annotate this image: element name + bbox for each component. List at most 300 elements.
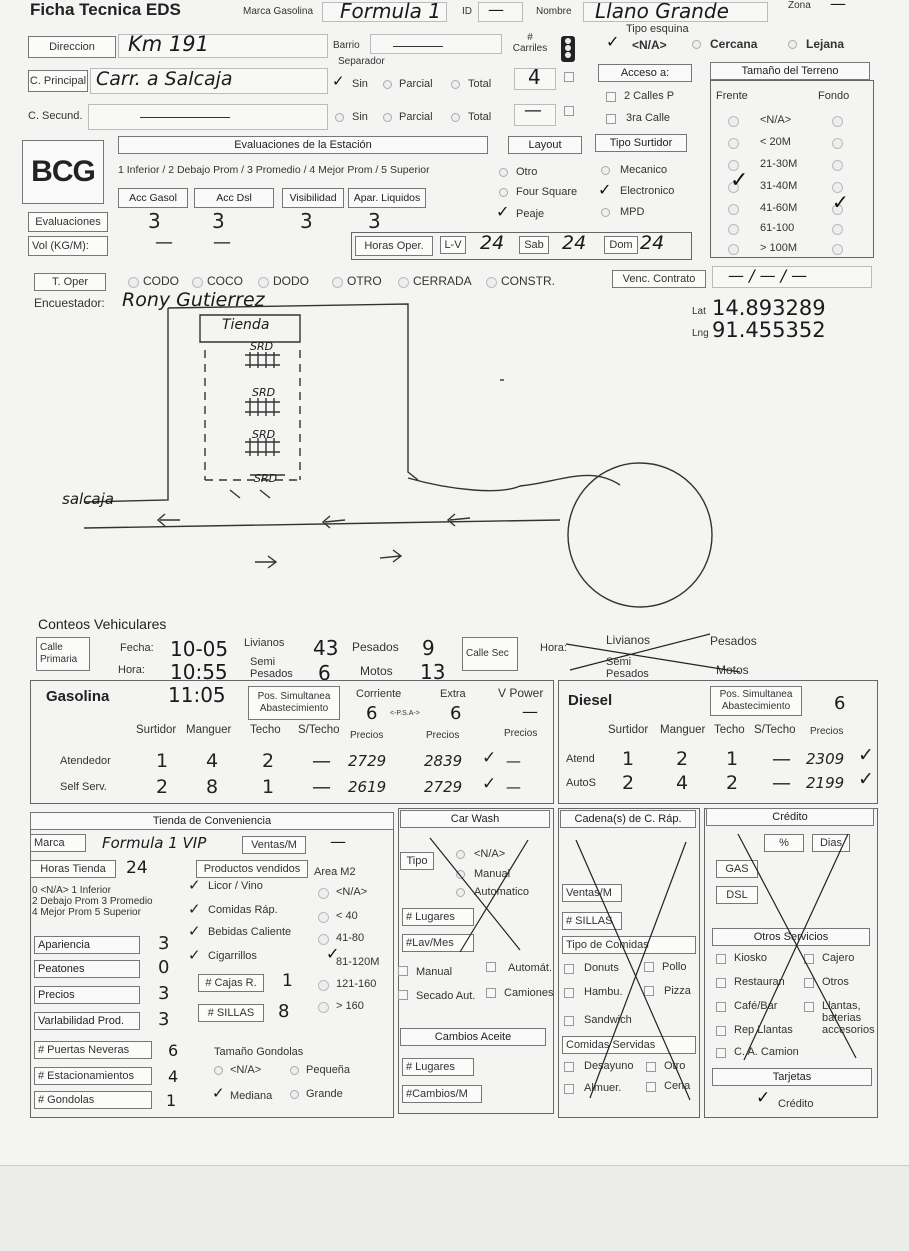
gas-row-0-val-2: 2 <box>262 750 275 772</box>
zona-label: Zona <box>788 0 811 11</box>
credito-gas-label: GAS <box>716 860 758 878</box>
barrio-label: Barrio <box>333 40 360 51</box>
carwash-tipo-label: Tipo <box>400 852 434 870</box>
tienda-sillas-value: 8 <box>278 1001 290 1022</box>
terreno-fondo-radio-5[interactable] <box>832 224 843 235</box>
tipo-surtidor-header: Tipo Surtidor <box>595 134 687 152</box>
tienda-eval-label-2: Precios <box>34 986 140 1004</box>
layout-peaje-check: ✓ <box>496 202 510 221</box>
vol-value-1: — <box>155 232 173 253</box>
layout-peaje-label: Peaje <box>516 208 545 220</box>
producto-check-2: ✓ <box>188 923 201 940</box>
gas-row-1-precio-2: — <box>506 778 521 796</box>
area-radio-0[interactable] <box>318 888 329 899</box>
diesel-row-1-check: ✓ <box>858 769 874 790</box>
gas-row-0-precio-1: 2839 <box>424 752 463 770</box>
t-oper-label: T. Oper <box>34 273 106 291</box>
gas-row-0-val-3: — <box>312 750 331 772</box>
tienda-eval-label-1: Peatones <box>34 960 140 978</box>
motos-value: 13 <box>420 660 446 684</box>
diesel-title: Diesel <box>568 692 613 709</box>
sec-livianos-label: Livianos <box>606 633 651 647</box>
tam-grande-label: Grande <box>306 1088 343 1100</box>
semi-value: 6 <box>318 661 331 685</box>
carwash-automat-check[interactable] <box>486 962 496 972</box>
diesel-pos-value: 6 <box>834 693 846 714</box>
terreno-option-label-3: 31-40M <box>760 180 798 192</box>
horas-dom-value: 24 <box>640 232 665 254</box>
t-oper-radio-2[interactable] <box>258 277 269 288</box>
gas-precios-label-3: Precios <box>504 728 538 739</box>
cadena-tipo-label: Tipo de Comidas <box>562 936 696 954</box>
tienda-scale-b: 2 Debajo Prom 3 Promedio <box>32 896 153 907</box>
id-label: ID <box>462 6 472 17</box>
area-label-2: 41-80 <box>336 932 365 944</box>
sketch-srd-2: SRD <box>252 386 276 399</box>
horas-sab-label: Sab <box>519 236 549 254</box>
evaluaciones-row-label: Evaluaciones <box>28 212 108 232</box>
terreno-frente-radio-1[interactable] <box>728 138 739 149</box>
carwash-lugares-label: # Lugares <box>402 908 474 926</box>
tienda-ventas-value: — <box>330 832 346 851</box>
vol-label: Vol (KG/M): <box>28 236 108 256</box>
horas-sab-value: 24 <box>562 232 587 254</box>
area-label-4: 121-160 <box>336 978 377 990</box>
diesel-row-0-val-0: 1 <box>622 748 635 770</box>
carwash-na-label: <N/A> <box>474 848 506 860</box>
area-m2-label: Area M2 <box>314 866 356 878</box>
terreno-option-label-1: < 20M <box>760 136 791 148</box>
horas-lv-label: L-V <box>440 236 466 254</box>
diesel-row-label-0: Atend <box>566 753 595 765</box>
gas-col-2: Techo <box>250 724 281 736</box>
tienda-horas-value: 24 <box>126 858 148 878</box>
surtidor-mecanico-radio[interactable] <box>601 166 610 175</box>
fecha-label: Fecha: <box>120 642 154 654</box>
diesel-row-1-val-3: — <box>772 772 791 794</box>
extra-label: Extra <box>440 688 466 700</box>
tienda-eval-label-3: Varlabilidad Prod. <box>34 1012 140 1030</box>
t-oper-radio-0[interactable] <box>128 277 139 288</box>
separador-parcial-radio[interactable] <box>383 80 392 89</box>
tam-grande-radio[interactable] <box>290 1090 299 1099</box>
diesel-row-1-val-0: 2 <box>622 772 635 794</box>
carwash-cross <box>400 830 550 960</box>
livianos-value: 43 <box>313 636 339 660</box>
carwash-secado-check[interactable] <box>398 990 408 1000</box>
surtidor-electronico-check: ✓ <box>598 180 612 199</box>
diesel-row-1-precio: 2199 <box>806 774 845 792</box>
pesados-value: 9 <box>422 636 435 660</box>
cadena-pollo-label: Pollo <box>662 961 687 973</box>
terreno-fondo-radio-2[interactable] <box>832 160 843 171</box>
lng-label: Lng <box>692 328 709 339</box>
motos-label: Motos <box>360 664 393 678</box>
carriles-label: # Carriles <box>512 32 548 54</box>
lat-value: 14.893289 <box>712 296 826 320</box>
cambios-lugares-label: # Lugares <box>402 1058 474 1076</box>
area-label-0: <N/A> <box>336 886 368 898</box>
t-oper-radio-5[interactable] <box>486 277 497 288</box>
terreno-frente-radio-4[interactable] <box>728 204 739 215</box>
sketch-salcaja-label: salcaja <box>62 490 114 508</box>
area-radio-4[interactable] <box>318 980 329 991</box>
t-oper-label-0: CODO <box>143 274 179 288</box>
acceso-3ra-calle-check[interactable] <box>606 114 616 124</box>
terreno-option-label-5: 61-100 <box>760 222 795 234</box>
area-radio-5[interactable] <box>318 1002 329 1013</box>
estac-value: 4 <box>168 1067 179 1086</box>
eval-value-3: 3 <box>368 209 381 233</box>
diesel-col-3: S/Techo <box>754 724 796 736</box>
tienda-ventas-label: Ventas/M <box>242 836 306 854</box>
page-bottom-edge <box>0 1165 909 1251</box>
eval-value-0: 3 <box>148 209 161 233</box>
producto-label-1: Comidas Ráp. <box>208 904 278 916</box>
csec-parcial-radio[interactable] <box>383 113 392 122</box>
nombre-value: Llano Grande <box>595 0 729 23</box>
separador-total-label: Total <box>468 78 492 90</box>
c-secund-label: C. Secund. <box>28 110 83 122</box>
vpower-label: V Power <box>498 686 544 700</box>
corriente-label: Corriente <box>356 688 402 700</box>
zona-value: — <box>830 0 846 13</box>
servicio-label-0: Kiosko <box>734 952 768 964</box>
gas-row-label-0: Atendedor <box>60 755 111 767</box>
puertas-label: # Puertas Neveras <box>34 1041 152 1059</box>
fecha-value: 10-05 <box>170 637 229 661</box>
traffic-light-icon <box>561 36 575 62</box>
evaluaciones-scale: 1 Inferior / 2 Debajo Prom / 3 Promedio / 4 Mejor Prom / 5 Superior <box>118 164 430 176</box>
carwash-manual-check[interactable] <box>398 966 408 976</box>
diesel-col-1: Manguer <box>660 724 706 736</box>
tienda-eval-value-1: 0 <box>158 957 170 978</box>
terreno-frente-radio-0[interactable] <box>728 116 739 127</box>
gas-row-1-val-2: 1 <box>262 776 275 798</box>
producto-label-0: Licor / Vino <box>208 880 263 892</box>
separador-label: Separador <box>338 56 385 67</box>
sketch-srd-4: SRD <box>254 472 278 485</box>
gas-row-1-precio-1: 2729 <box>424 778 463 796</box>
corriente-value: 6 <box>366 703 378 724</box>
carwash-camiones-check[interactable] <box>486 988 496 998</box>
horas-lv-value: 24 <box>480 232 505 254</box>
gas-col-3: S/Techo <box>298 724 340 736</box>
csec-sin-radio[interactable] <box>335 113 344 122</box>
terreno-fondo-radio-1[interactable] <box>832 138 843 149</box>
carwash-automat-label: Automát. <box>508 962 553 974</box>
hora-value: 10:55 <box>170 660 228 684</box>
estac-label: # Estacionamientos <box>34 1067 152 1085</box>
csec-parcial-label: Parcial <box>399 111 433 123</box>
cadena-donuts-label: Donuts <box>584 962 619 974</box>
c-principal-value: Carr. a Salcaja <box>96 68 233 90</box>
terreno-fondo-radio-6[interactable] <box>832 244 843 255</box>
eval-value-2: 3 <box>300 209 313 233</box>
terreno-frente-check: ✓ <box>730 168 749 193</box>
tienda-scale-a: 0 <N/A> 1 Inferior <box>32 885 111 896</box>
credito-header: Crédito <box>706 808 874 826</box>
cajas-value: 1 <box>282 971 293 991</box>
gas-precios-label-2: Precios <box>426 730 460 741</box>
gas-row-1-val-1: 8 <box>206 776 219 798</box>
cadena-header: Cadena(s) de C. Ráp. <box>560 810 696 828</box>
producto-check-3: ✓ <box>188 947 201 964</box>
diesel-row-label-1: AutoS <box>566 777 596 789</box>
psa-label: <-P.S.A-> <box>390 710 420 717</box>
credito-pct-label: % <box>764 834 804 852</box>
surtidor-mpd-label: MPD <box>620 206 645 218</box>
nombre-label: Nombre <box>536 6 572 17</box>
extra-value: 6 <box>450 703 462 724</box>
terreno-frente-radio-6[interactable] <box>728 244 739 255</box>
vpower-value: — <box>522 702 538 721</box>
tienda-marca-value: Formula 1 VIP <box>102 834 207 852</box>
area-radio-1[interactable] <box>318 912 329 923</box>
t-oper-radio-4[interactable] <box>398 277 409 288</box>
surtidor-mecanico-label: Mecanico <box>620 164 668 176</box>
cadena-almuer-label: Almuer. <box>584 1082 622 1094</box>
eval-value-1: 3 <box>212 209 225 233</box>
diesel-row-0-check: ✓ <box>858 745 874 766</box>
layout-four-square-label: Four Square <box>516 186 578 198</box>
gas-row-1-val-3: — <box>312 776 331 798</box>
cadena-desayuno-label: Desayuno <box>584 1060 634 1072</box>
gas-row-label-1: Self Serv. <box>60 781 107 793</box>
carriles-sec-value: — <box>524 100 542 121</box>
servicio-label-4: Café/Bar <box>734 1000 778 1012</box>
carriles-sec-check[interactable] <box>564 106 574 116</box>
t-oper-label-5: CONSTR. <box>501 274 555 288</box>
servicio-label-6: Rep Llantas <box>734 1024 793 1036</box>
terreno-header: Tamaño del Terreno <box>710 62 870 80</box>
layout-four-square-radio[interactable] <box>499 188 508 197</box>
tipo-esquina-lejana-radio[interactable] <box>788 40 797 49</box>
gondolas-value: 1 <box>166 1091 177 1110</box>
gondolas-label: # Gondolas <box>34 1091 152 1109</box>
tipo-esquina-lejana-label: Lejana <box>806 37 845 51</box>
sec-motos-label: Motos <box>716 663 749 677</box>
calle-primaria-label: Calle Primaria <box>36 637 90 671</box>
diesel-row-0-val-2: 1 <box>726 748 739 770</box>
tienda-eval-value-3: 3 <box>158 1009 170 1030</box>
bcg-logo <box>22 140 104 204</box>
gas-row-0-check: ✓ <box>482 748 497 767</box>
cadena-otro-label: Otro <box>664 1060 686 1072</box>
credito-dias-label: Dias <box>812 834 850 852</box>
cajas-label: # Cajas R. <box>198 974 264 992</box>
id-value: — <box>488 0 504 19</box>
cadena-pizza-label: Pizza <box>664 985 691 997</box>
terreno-option-label-6: > 100M <box>760 242 797 254</box>
tam-pequena-label: Pequeña <box>306 1064 351 1076</box>
t-oper-radio-1[interactable] <box>192 277 203 288</box>
terreno-fondo-radio-0[interactable] <box>832 116 843 127</box>
csec-sin-label: Sin <box>352 111 368 123</box>
diesel-precios-label: Precios <box>810 726 844 737</box>
tarjetas-header: Tarjetas <box>712 1068 872 1086</box>
carriles-check[interactable] <box>564 72 574 82</box>
puertas-value: 6 <box>168 1041 179 1060</box>
cadena-sandwich-label: Sandwich <box>584 1014 632 1026</box>
cambios-m-label: #Cambios/M <box>402 1085 482 1103</box>
terreno-fondo-label: Fondo <box>818 90 850 102</box>
site-sketch <box>0 290 909 620</box>
gas-row-1-precio-0: 2619 <box>348 778 387 796</box>
vol-value-2: — <box>213 232 231 253</box>
diesel-row-0-precio: 2309 <box>806 750 845 768</box>
gas-row-1-val-0: 2 <box>156 776 169 798</box>
marca-gasolina-label: Marca Gasolina <box>243 6 314 17</box>
contrato-label: Venc. Contrato <box>612 270 706 288</box>
gasolina-time: 11:05 <box>168 683 226 707</box>
form-title: Ficha Tecnica EDS <box>30 0 181 19</box>
tienda-eval-value-2: 3 <box>158 983 170 1004</box>
marca-gasolina-value: Formula 1 <box>340 0 442 23</box>
encuestador-value: Rony Gutierrez <box>122 289 265 311</box>
tipo-esquina-cercana-radio[interactable] <box>692 40 701 49</box>
gas-col-1: Manguer <box>186 724 232 736</box>
c-principal-label: C. Principal <box>28 70 88 92</box>
diesel-row-0-val-3: — <box>772 748 791 770</box>
productos-label: Productos vendidos <box>196 860 308 878</box>
terreno-option-label-0: <N/A> <box>760 114 792 126</box>
tipo-esquina-na-check: ✓ <box>606 32 620 51</box>
hora2-label: Hora: <box>540 642 567 654</box>
tarjetas-credito-check: ✓ <box>756 1088 771 1108</box>
t-oper-label-4: CERRADA <box>413 274 472 288</box>
tam-mediana-label: Mediana <box>230 1090 273 1102</box>
area-label-3: 81-120M <box>336 956 380 968</box>
t-oper-label-1: COCO <box>207 274 243 288</box>
separador-total-radio[interactable] <box>451 80 460 89</box>
area-81-120-check: ✓ <box>326 944 340 963</box>
gasolina-pos-label: Pos. Simultanea Abastecimiento <box>248 686 340 720</box>
gas-precios-label-1: Precios <box>350 730 384 741</box>
diesel-row-0-val-1: 2 <box>676 748 689 770</box>
contrato-value: — / — / — <box>728 266 808 285</box>
evaluaciones-header: Evaluaciones de la Estación <box>118 136 488 154</box>
tam-na-radio[interactable] <box>214 1066 223 1075</box>
barrio-field[interactable] <box>370 34 502 54</box>
tam-pequena-radio[interactable] <box>290 1066 299 1075</box>
eval-col-2: Visibilidad <box>282 188 344 208</box>
producto-label-2: Bebidas Caliente <box>208 926 292 938</box>
gas-row-0-val-0: 1 <box>156 750 169 772</box>
layout-otro-radio[interactable] <box>499 168 508 177</box>
tam-na-label: <N/A> <box>230 1064 262 1076</box>
cadena-ventas-label: Ventas/M <box>562 884 622 902</box>
carwash-camiones-label: Camiones <box>504 987 554 999</box>
surtidor-mpd-radio[interactable] <box>601 208 610 217</box>
cadena-cena-label: Cena <box>664 1080 691 1092</box>
conteos-title: Conteos Vehiculares <box>38 616 167 632</box>
gas-col-0: Surtidor <box>136 724 177 736</box>
producto-label-3: Cigarrillos <box>208 950 257 962</box>
tam-mediana-check: ✓ <box>212 1084 225 1102</box>
area-label-5: > 160 <box>336 1000 364 1012</box>
layout-header: Layout <box>508 136 582 154</box>
t-oper-radio-3[interactable] <box>332 277 343 288</box>
diesel-row-1-val-1: 4 <box>676 772 689 794</box>
tienda-sillas-label: # SILLAS <box>198 1004 264 1022</box>
acceso-2-calles-check[interactable] <box>606 92 616 102</box>
eval-col-3: Apar. Liquidos <box>348 188 426 208</box>
cadena-servidas-label: Comidas Servidas <box>562 1036 696 1054</box>
servicio-label-7: C. A. Camion <box>734 1046 799 1058</box>
tienda-header: Tienda de Conveniencia <box>30 812 394 830</box>
tienda-horas-label: Horas Tienda <box>30 860 116 878</box>
csec-total-radio[interactable] <box>451 113 460 122</box>
servicio-label-3: Otros <box>822 976 849 988</box>
credito-dsl-label: DSL <box>716 886 758 904</box>
t-oper-label-2: DODO <box>273 274 309 288</box>
acceso-2-calles-label: 2 Calles P <box>624 90 675 102</box>
carwash-secado-label: Secado Aut. <box>416 990 476 1002</box>
tienda-eval-label-0: Apariencia <box>34 936 140 954</box>
layout-otro-label: Otro <box>516 166 538 178</box>
encuestador-label: Encuestador: <box>34 296 105 310</box>
servicio-label-2: Restauran <box>734 976 785 988</box>
csec-total-label: Total <box>468 111 492 123</box>
tienda-marca-label: Marca <box>30 834 86 852</box>
gas-row-1-check: ✓ <box>482 774 497 793</box>
lat-label: Lat <box>692 306 706 317</box>
gas-row-0-precio-2: — <box>506 752 521 770</box>
calle-sec-cross <box>560 628 760 678</box>
eval-col-1: Acc Dsl <box>194 188 274 208</box>
direccion-value: Km 191 <box>128 32 209 56</box>
sketch-srd-1: SRD <box>250 340 274 353</box>
credito-cross <box>706 826 876 1066</box>
t-oper-label-3: OTRO <box>347 274 382 288</box>
tam-gondolas-label: Tamaño Gondolas <box>214 1046 304 1058</box>
terreno-option-label-2: 21-30M <box>760 158 798 170</box>
pesados-label: Pesados <box>352 640 399 654</box>
carwash-header: Car Wash <box>400 810 550 828</box>
carwash-lav-label: #Lav/Mes <box>402 934 474 952</box>
gasolina-title: Gasolina <box>46 688 110 705</box>
tipo-esquina-na-label: <N/A> <box>632 38 667 52</box>
tarjetas-credito-label: Crédito <box>778 1098 814 1110</box>
cambios-header: Cambios Aceite <box>400 1028 546 1046</box>
gas-row-0-precio-0: 2729 <box>348 752 387 770</box>
terreno-option-label-4: 41-60M <box>760 202 798 214</box>
diesel-row-1-val-2: 2 <box>726 772 739 794</box>
terreno-frente-radio-5[interactable] <box>728 224 739 235</box>
separador-sin-check: ✓ <box>332 72 345 90</box>
separador-parcial-label: Parcial <box>399 78 433 90</box>
horas-oper-label: Horas Oper. <box>355 236 433 256</box>
direccion-label: Direccion <box>28 36 116 58</box>
cadena-hambu-label: Hambu. <box>584 986 623 998</box>
gas-row-0-val-1: 4 <box>206 750 219 772</box>
producto-check-0: ✓ <box>188 877 201 894</box>
carwash-manual-label: Manual <box>474 868 511 880</box>
servicio-label-1: Cajero <box>822 952 855 964</box>
otros-servicios-header: Otros Servicios <box>712 928 870 946</box>
diesel-col-2: Techo <box>714 724 745 736</box>
terreno-fondo-check: ✓ <box>832 190 849 214</box>
bcg-logo-text: BCG <box>31 155 95 188</box>
tipo-esquina-cercana-label: Cercana <box>710 37 758 51</box>
semi-label: Semi Pesados <box>250 656 293 680</box>
tienda-scale-c: 4 Mejor Prom 5 Superior <box>32 907 141 918</box>
separador-sin-label: Sin <box>352 78 368 90</box>
sec-semi-label: Semi Pesados <box>606 656 649 680</box>
barrio-dash <box>393 46 443 47</box>
cadena-sillas-label: # SILLAS <box>562 912 622 930</box>
